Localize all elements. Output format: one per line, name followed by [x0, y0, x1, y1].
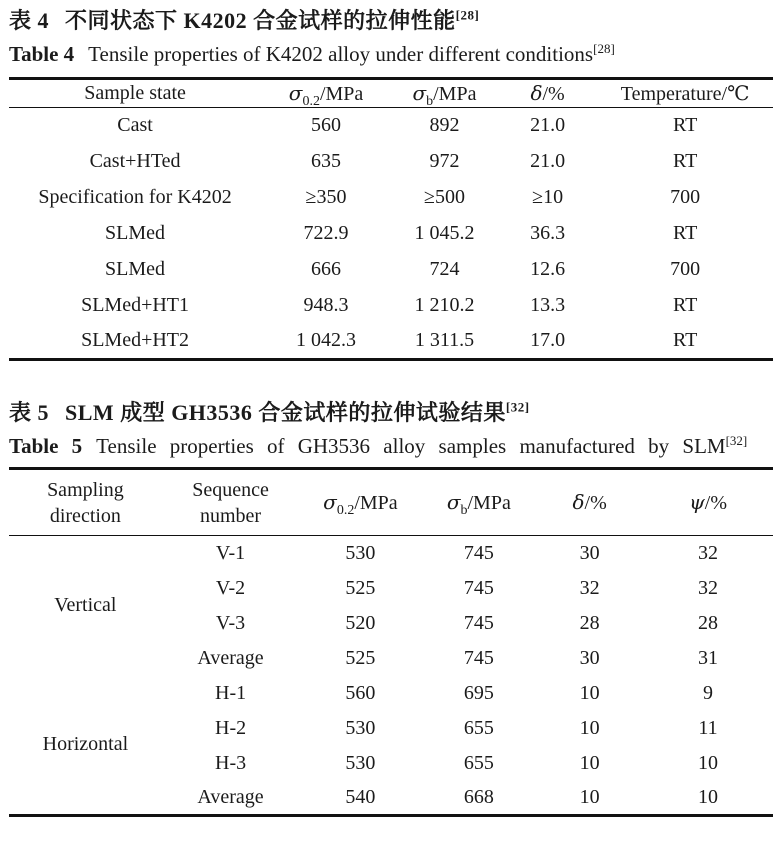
table-cell: 21.0	[530, 114, 566, 137]
table-cell: ≥500	[423, 186, 465, 208]
section-gap	[9, 361, 773, 398]
column-header: δ/%	[530, 81, 565, 105]
table-cell: 655	[463, 751, 494, 774]
table-cell: 745	[463, 646, 494, 669]
table-cell: 10	[698, 751, 719, 774]
table-cell: 28	[579, 611, 600, 634]
table-cell: 30	[579, 541, 600, 564]
column-header-line: Sequence	[192, 478, 269, 501]
table-cell: 1 045.2	[414, 222, 475, 244]
table-cell: 520	[345, 611, 376, 634]
column-header: $\sigma_{0.2}$/MPa	[323, 490, 398, 518]
table4-header	[9, 79, 773, 108]
table-cell: 722.9	[303, 222, 349, 244]
column-header: $\sigma_b$/MPa	[412, 81, 477, 109]
symbol-subscript: 0.2	[302, 94, 320, 109]
table4-caption-zh-text: 不同状态下 K4202 合金试样的拉伸性能	[65, 8, 456, 33]
table-cell: 560	[345, 681, 376, 704]
sampling-direction-cell: Horizontal	[42, 733, 129, 756]
table-cell: SLMed	[105, 258, 166, 280]
table-cell: ≥10	[532, 186, 564, 208]
table-cell: SLMed+HT1	[81, 294, 190, 316]
table-row	[9, 288, 773, 324]
table-cell: 11	[698, 716, 718, 739]
table-cell: ≥350	[305, 186, 347, 208]
table-row	[9, 216, 773, 252]
table-cell: 30	[579, 646, 600, 669]
table-cell: 9	[703, 681, 714, 704]
citation-ref: [32]	[725, 433, 748, 448]
table-row	[9, 676, 773, 711]
table-cell: 1 210.2	[414, 294, 475, 316]
table-cell: RT	[672, 114, 698, 137]
column-header: δ/%	[572, 490, 607, 514]
citation-ref: [28]	[455, 7, 480, 23]
greek-symbol: σ	[288, 81, 303, 105]
table-cell: 17.0	[530, 329, 566, 352]
table-cell: RT	[672, 329, 698, 352]
table-cell: 1 042.3	[296, 329, 357, 352]
column-header-line: number	[200, 504, 262, 527]
table-cell: 10	[579, 681, 600, 704]
table4	[9, 77, 773, 361]
table5-caption-zh-label: 表 5	[9, 400, 50, 425]
table-cell: 700	[670, 186, 701, 208]
table-cell: Specification for K4202	[38, 186, 232, 208]
column-header: ψ/%	[689, 490, 727, 514]
symbol-subscript: b	[460, 503, 468, 518]
table-cell: 10	[579, 785, 600, 808]
table-cell: 530	[345, 541, 376, 564]
table5-caption-zh-text: SLM 成型 GH3536 合金试样的拉伸试验结果	[65, 400, 506, 425]
table-cell: 635	[311, 150, 342, 172]
table5-caption-zh	[9, 398, 773, 428]
table5-header-row	[9, 469, 773, 536]
table-row	[9, 180, 773, 216]
table-row	[9, 324, 773, 360]
table-cell: 745	[463, 576, 494, 599]
table-cell: 31	[698, 646, 719, 669]
table-cell: V-1	[215, 541, 246, 564]
symbol-subscript: 0.2	[336, 503, 355, 518]
table-cell: 948.3	[303, 294, 349, 316]
table-cell: Average	[197, 646, 264, 669]
column-header: $\sigma_{0.2}$/MPa	[288, 81, 364, 109]
table-cell: 668	[463, 785, 494, 808]
table-cell: 972	[429, 150, 460, 172]
table5-header	[9, 469, 773, 536]
table4-caption-zh-label: 表 4	[9, 8, 50, 33]
column-header	[9, 469, 162, 536]
table-cell: 666	[311, 258, 342, 280]
table-cell: 700	[670, 258, 701, 280]
table-cell: 12.6	[530, 258, 566, 280]
table-cell: V-2	[215, 576, 246, 599]
table-cell: 28	[698, 611, 719, 634]
table-cell: RT	[672, 222, 698, 244]
table-cell: 892	[429, 114, 460, 137]
table-cell: SLMed	[105, 222, 166, 244]
table4-caption-en-label: Table 4	[9, 42, 75, 66]
table-cell: 560	[311, 114, 342, 137]
table-cell: 745	[463, 541, 494, 564]
table-cell: 525	[345, 646, 376, 669]
table-cell: 745	[463, 611, 494, 634]
citation-ref: [32]	[505, 399, 530, 415]
greek-symbol: σ	[412, 81, 427, 105]
table4-caption-en	[9, 40, 773, 68]
column-header: Temperature/℃	[620, 83, 750, 105]
table-cell: 525	[345, 576, 376, 599]
table-cell: 530	[345, 716, 376, 739]
table-cell: RT	[672, 150, 698, 172]
table-cell: V-3	[215, 611, 246, 634]
table-cell: 695	[463, 681, 494, 704]
table5	[9, 467, 773, 817]
table-cell: 540	[345, 785, 376, 808]
table-cell: 1 311.5	[414, 329, 475, 352]
table-cell: 32	[579, 576, 600, 599]
table-cell: 32	[698, 576, 719, 599]
table4-body	[9, 108, 773, 360]
table-row	[9, 108, 773, 144]
table-row	[9, 536, 773, 571]
greek-symbol: σ	[323, 490, 337, 514]
table-cell: Cast+HTed	[89, 150, 181, 172]
table5-caption-en	[9, 432, 773, 460]
table-cell: Cast	[117, 114, 153, 137]
table-cell: 655	[463, 716, 494, 739]
table-cell: 10	[698, 785, 719, 808]
column-header-line: Sampling	[47, 478, 124, 501]
greek-symbol: δ	[530, 81, 543, 105]
table5-caption-en-label: Table 5	[9, 434, 83, 458]
table-cell: 10	[579, 751, 600, 774]
table-cell: 530	[345, 751, 376, 774]
greek-symbol: ψ	[689, 490, 705, 514]
table-cell: 21.0	[530, 150, 566, 172]
citation-ref: [28]	[593, 41, 615, 56]
column-header: Sample state	[84, 82, 186, 104]
greek-symbol: δ	[572, 490, 585, 514]
table5-caption-en-text: Tensile properties of GH3536 alloy samples manufactured by SLM	[96, 434, 726, 458]
table-cell: H-3	[215, 751, 247, 774]
table4-caption-en-text: Tensile properties of K4202 alloy under different conditions	[88, 42, 594, 66]
table-cell: 10	[579, 716, 600, 739]
table-cell: RT	[672, 294, 698, 316]
table-cell: H-1	[215, 681, 247, 704]
sampling-direction-cell: Vertical	[54, 594, 117, 617]
table-cell: 32	[698, 541, 719, 564]
symbol-subscript: b	[426, 94, 434, 109]
column-header: $\sigma_b$/MPa	[446, 490, 511, 518]
table4-header-row	[9, 79, 773, 108]
table-cell: 36.3	[530, 222, 566, 244]
table-row	[9, 144, 773, 180]
column-header-line: direction	[49, 504, 121, 527]
table-cell: SLMed+HT2	[81, 329, 190, 352]
column-header	[162, 469, 300, 536]
greek-symbol: σ	[446, 490, 461, 514]
table4-caption-zh	[9, 6, 773, 36]
table5-body	[9, 536, 773, 816]
table-cell: 724	[429, 258, 460, 280]
table-row	[9, 252, 773, 288]
table-cell: H-2	[215, 716, 247, 739]
table-cell: 13.3	[530, 294, 566, 316]
table-cell: Average	[197, 785, 264, 808]
